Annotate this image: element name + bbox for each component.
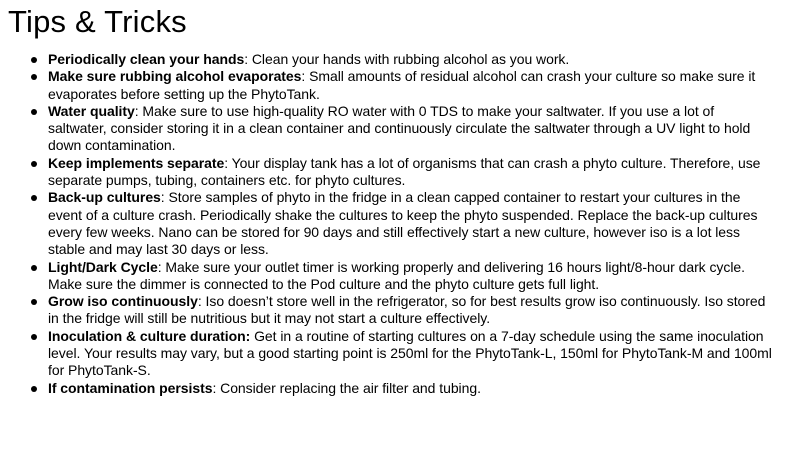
tip-text: Make sure your outlet timer is working properly and delivering 16 hours light/8-hour dark cycle. Make sure the dimmer is connected to the Pod culture and the phyto culture gets full light. <box>48 258 745 292</box>
tip-heading: Grow iso continuously <box>48 293 198 310</box>
tip-text: Small amounts of residual alcohol can crash your culture so make sure it evaporates before setting up the PhytoTank. <box>48 68 756 102</box>
bullet-icon <box>31 57 37 63</box>
tip-separator: : <box>212 379 217 396</box>
tip-separator: : <box>224 154 229 171</box>
bullet-icon <box>31 299 37 305</box>
tip-text: Consider replacing the air filter and tubing. <box>220 379 481 396</box>
list-item <box>29 189 775 258</box>
list-item <box>29 68 775 103</box>
tip-text: Store samples of phyto in the fridge in a clean capped container to restart your cultures in the event of a culture crash. Periodically shake the cultures to keep the phyto suspended. Replace the back-up cultures every few weeks. Nano can be stored for 90 days and still effectively start a new culture, however iso is a lot less stable and may last 30 days or less. <box>48 189 758 258</box>
bullet-icon <box>31 386 37 392</box>
tip-separator: : <box>197 293 202 310</box>
tips-list <box>29 51 775 397</box>
tip-heading: Light/Dark Cycle <box>48 258 158 275</box>
tip-separator: : <box>134 102 139 119</box>
bullet-icon <box>31 161 37 167</box>
tip-text: Get in a routine of starting cultures on a 7-day schedule using the same inoculation level. Your results may vary, but a good starting point is 250ml for the PhytoTank-L, 150ml for PhytoTank-M and 100ml for PhytoTank-S. <box>48 327 772 379</box>
list-item <box>29 380 775 397</box>
tip-separator: : <box>301 68 306 85</box>
tip-text: Your display tank has a lot of organisms that can crash a phyto culture. Therefore, use separate pumps, tubing, containers etc. for phyto cultures. <box>48 154 761 189</box>
tip-heading: Inoculation & culture duration: <box>48 327 251 344</box>
list-item <box>29 103 775 155</box>
bullet-icon <box>31 265 37 271</box>
tip-text: Make sure to use high-quality RO water with 0 TDS to make your saltwater. If you use a lot of saltwater, consider storing it in a clean container and continuously circulate the saltwater through a UV light to hold down contamination. <box>48 102 751 154</box>
tip-text: Iso doesn’t store well in the refrigerator, so for best results grow iso continuously. Iso stored in the fridge will still be nutritious but it may not start a culture effectively. <box>48 293 766 327</box>
tip-heading: Make sure rubbing alcohol evaporates <box>48 68 302 85</box>
tip-separator: : <box>157 258 162 275</box>
list-item <box>29 51 775 68</box>
bullet-icon <box>31 109 37 115</box>
tip-separator: : <box>160 189 165 206</box>
list-item <box>29 293 775 328</box>
tip-heading: Periodically clean your hands <box>48 51 245 67</box>
tip-heading: Keep implements separate <box>48 154 225 171</box>
bullet-icon <box>31 334 37 340</box>
tip-separator: : <box>244 51 249 67</box>
bullet-icon <box>31 74 37 80</box>
tip-text: Clean your hands with rubbing alcohol as you work. <box>251 51 570 67</box>
tip-heading: If contamination persists <box>48 379 213 396</box>
list-item <box>29 259 775 294</box>
list-item <box>29 328 775 380</box>
tip-heading: Water quality <box>48 102 135 119</box>
list-item <box>29 155 775 190</box>
slide-title: Tips & Tricks <box>8 4 187 39</box>
tip-heading: Back-up cultures <box>48 189 161 206</box>
bullet-icon <box>31 195 37 201</box>
